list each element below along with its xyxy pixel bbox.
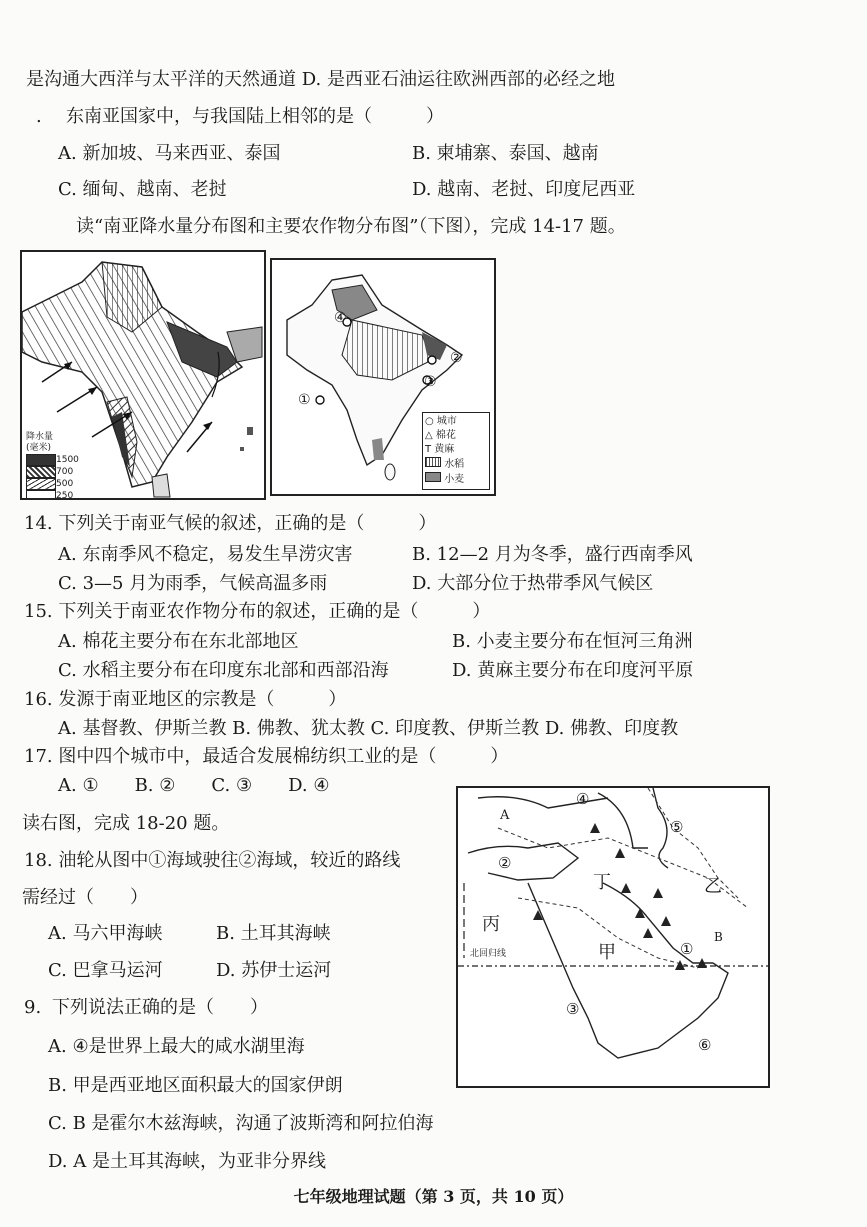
q15-option-b: B. 小麦主要分布在恒河三角洲 xyxy=(452,631,693,652)
map3-label: ③ xyxy=(566,1000,580,1018)
legend-city: ○ 城市 xyxy=(425,416,457,427)
q14-stem: 14. 下列关于南亚气候的叙述，正确的是（ ） xyxy=(24,513,437,534)
precip-legend-title: 降水量 xyxy=(26,432,54,442)
q12-options-cd: 是沟通大西洋与太平洋的天然通道 D. 是西亚石油运往欧洲西部的必经之地 xyxy=(26,69,615,90)
jute-icon: T xyxy=(425,444,435,455)
city-marker: ④ xyxy=(334,310,347,326)
intro-14-17: 读“南亚降水量分布图和主要农作物分布图”（下图），完成 14-17 题。 xyxy=(76,216,626,237)
q14-option-d: D. 大部分位于热带季风气候区 xyxy=(412,573,654,594)
q15-option-d: D. 黄麻主要分布在印度河平原 xyxy=(452,660,694,681)
cotton-icon: △ xyxy=(425,430,436,441)
city-marker: ② xyxy=(450,350,463,366)
q19-option-b: B. 甲是西亚地区面积最大的国家伊朗 xyxy=(48,1075,343,1096)
map3-label: 乙 xyxy=(704,876,722,897)
swatch-white xyxy=(26,490,56,500)
q18-option-a: A. 马六甲海峡 xyxy=(48,923,163,944)
q14-option-a: A. 东南季风不稳定，易发生旱涝灾害 xyxy=(58,544,353,565)
q19-option-d: D. A 是土耳其海峡，为亚非分界线 xyxy=(48,1151,326,1172)
city-marker: ① xyxy=(298,392,311,408)
city-marker: ③ xyxy=(424,374,437,390)
legend-rice: 水稻 xyxy=(425,457,487,472)
q16-options: A. 基督教、伊斯兰教 B. 佛教、犹太教 C. 印度教、伊斯兰教 D. 佛教、印度教 xyxy=(58,718,679,739)
map3-label: A xyxy=(500,808,510,823)
map3-label: ⑤ xyxy=(670,818,684,836)
legend-value: 1500 xyxy=(56,454,79,465)
crops-legend xyxy=(422,412,490,490)
q16-stem: 16. 发源于南亚地区的宗教是（ ） xyxy=(24,689,347,710)
precip-legend xyxy=(26,432,79,500)
map3-label: ① xyxy=(680,940,694,958)
q15-option-c: C. 水稻主要分布在印度东北部和西部沿海 xyxy=(58,660,389,681)
q18-option-d: D. 苏伊士运河 xyxy=(216,960,332,981)
q13-option-d: D. 越南、老挝、印度尼西亚 xyxy=(412,179,636,200)
q13-stem: 东南亚国家中，与我国陆上相邻的是（ ） xyxy=(66,106,444,127)
page-footer: 七年级地理试题（第 3 页，共 10 页） xyxy=(293,1187,574,1206)
legend-jute: T 黄麻 xyxy=(425,444,455,455)
q17-options: A. ① B. ② C. ③ D. ④ xyxy=(58,775,330,796)
map3-label: ② xyxy=(498,854,512,872)
q19-option-c: C. B 是霍尔木兹海峡，沟通了波斯湾和阿拉伯海 xyxy=(48,1113,434,1134)
legend-cotton: △ 棉花 xyxy=(425,430,456,441)
west-asia-map xyxy=(456,786,770,1088)
map3-label: 甲 xyxy=(598,942,616,963)
legend-value: 250 xyxy=(56,490,74,500)
precip-legend-row xyxy=(26,478,79,490)
rice-swatch xyxy=(425,457,441,467)
q18-option-c: C. 巴拿马运河 xyxy=(48,960,163,981)
map3-label: 丁 xyxy=(593,872,611,893)
q14-option-b: B. 12—2 月为冬季，盛行西南季风 xyxy=(412,544,693,565)
q13-option-b: B. 柬埔寨、泰国、越南 xyxy=(412,143,599,164)
map3-label: B xyxy=(714,930,723,944)
crops-map xyxy=(270,258,496,496)
legend-wheat: 小麦 xyxy=(425,472,487,487)
legend-value: 700 xyxy=(56,466,74,477)
precip-legend-unit: (毫米) xyxy=(26,443,52,453)
circle-icon: ○ xyxy=(425,416,437,427)
q18-stem-line2: 需经过（ ） xyxy=(22,887,148,908)
legend-value: 500 xyxy=(56,478,74,489)
precip-legend-row xyxy=(26,454,79,466)
q14-option-c: C. 3—5 月为雨季，气候高温多雨 xyxy=(58,573,328,594)
map3-label: ⑥ xyxy=(698,1036,712,1054)
precip-legend-row xyxy=(26,466,79,478)
q19-option-a: A. ④是世界上最大的咸水湖里海 xyxy=(48,1036,305,1057)
q19-stem: 下列说法正确的是（ ） xyxy=(52,997,268,1018)
intro-18-20: 读右图，完成 18-20 题。 xyxy=(22,813,230,834)
precip-legend-row xyxy=(26,490,79,500)
q15-stem: 15. 下列关于南亚农作物分布的叙述，正确的是（ ） xyxy=(24,601,491,622)
q15-option-a: A. 棉花主要分布在东北部地区 xyxy=(58,631,299,652)
q13-option-c: C. 缅甸、越南、老挝 xyxy=(58,179,227,200)
q13-option-a: A. 新加坡、马来西亚、泰国 xyxy=(58,143,281,164)
q13-number: . xyxy=(36,106,42,127)
map3-label: 丙 xyxy=(482,914,500,935)
tropic-label: 北回归线 xyxy=(470,949,507,959)
swatch-dense xyxy=(26,454,56,466)
q18-option-b: B. 土耳其海峡 xyxy=(216,923,331,944)
q19-number: 9. xyxy=(24,997,42,1018)
precipitation-map xyxy=(20,250,266,500)
swatch-light xyxy=(26,478,56,490)
q17-stem: 17. 图中四个城市中，最适合发展棉纺织工业的是（ ） xyxy=(24,746,509,767)
swatch-hatch xyxy=(26,466,56,478)
q18-stem-line1: 18. 油轮从图中①海域驶往②海域，较近的路线 xyxy=(24,850,401,871)
map3-label: ④ xyxy=(576,790,590,808)
wheat-swatch xyxy=(425,472,441,482)
